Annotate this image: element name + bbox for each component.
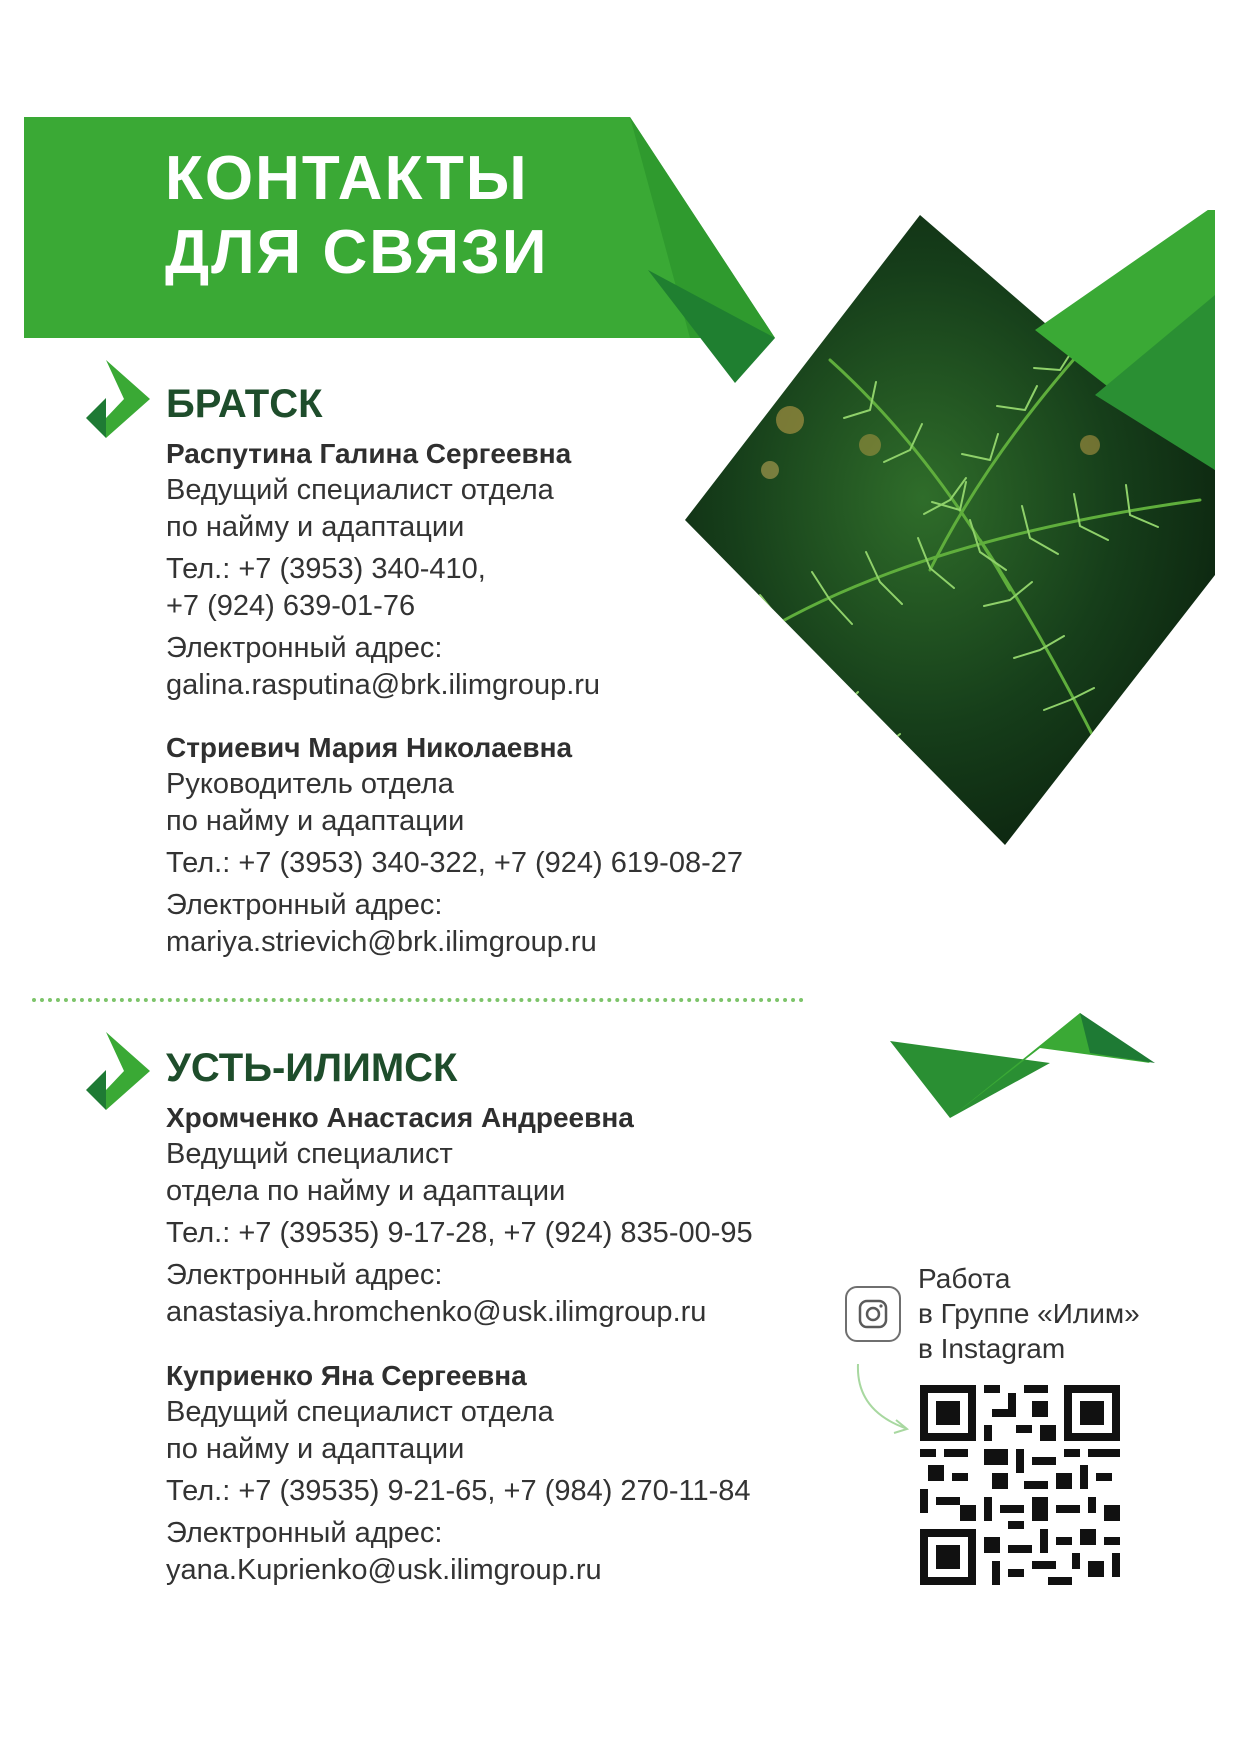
contact-position: по найму и адаптации xyxy=(166,805,465,837)
camera-icon xyxy=(847,1288,899,1340)
contact-card-strievich xyxy=(166,730,806,961)
contact-name: Куприенко Яна Сергеевна xyxy=(166,1360,527,1391)
section-title-ust-ilimsk: УСТЬ-ИЛИМСК xyxy=(166,1046,458,1090)
decorative-fold-shape xyxy=(890,1008,1160,1123)
instagram-caption-line-2: в Группе «Илим» xyxy=(918,1298,1140,1329)
contact-name: Хромченко Анастасия Андреевна xyxy=(166,1102,634,1133)
email-label: Электронный адрес: xyxy=(166,889,443,921)
email-label: Электронный адрес: xyxy=(166,1517,443,1549)
email-label: Электронный адрес: xyxy=(166,632,443,664)
contact-email[interactable]: yana.Kuprienko@usk.ilimgroup.ru xyxy=(166,1554,602,1586)
contact-phone: Тел.: +7 (39535) 9-17-28, +7 (924) 835-00-95 xyxy=(166,1217,753,1249)
email-label: Электронный адрес: xyxy=(166,1259,443,1291)
contact-name: Стриевич Мария Николаевна xyxy=(166,732,573,763)
instagram-caption-line-1: Работа xyxy=(918,1263,1011,1294)
section-arrow-icon xyxy=(86,1032,150,1110)
contact-position: по найму и адаптации xyxy=(166,511,465,543)
section-divider xyxy=(32,998,804,1002)
contact-email[interactable]: mariya.strievich@brk.ilimgroup.ru xyxy=(166,926,597,958)
contact-card-hromchenko xyxy=(166,1100,806,1331)
contact-card-kuprienko xyxy=(166,1358,806,1589)
contact-phone: +7 (924) 639-01-76 xyxy=(166,590,416,622)
contact-phone: Тел.: +7 (3953) 340-322, +7 (924) 619-08-27 xyxy=(166,847,743,879)
contact-position: Ведущий специалист отдела xyxy=(166,1396,554,1428)
contact-card-rasputina xyxy=(166,436,806,704)
contact-position: Ведущий специалист xyxy=(166,1138,453,1170)
contact-position: Ведущий специалист отдела xyxy=(166,474,554,506)
contact-position: Руководитель отдела xyxy=(166,768,454,800)
contact-phone: Тел.: +7 (39535) 9-21-65, +7 (984) 270-11-84 xyxy=(166,1475,751,1507)
section-arrow-icon xyxy=(86,360,150,438)
section-title-bratsk: БРАТСК xyxy=(166,382,323,426)
contact-email[interactable]: anastasiya.hromchenko@usk.ilimgroup.ru xyxy=(166,1296,707,1328)
contact-position: по найму и адаптации xyxy=(166,1433,465,1465)
instagram-caption-line-3: в Instagram xyxy=(918,1333,1066,1364)
page-title-line-1: КОНТАКТЫ xyxy=(165,144,529,213)
contact-email[interactable]: galina.rasputina@brk.ilimgroup.ru xyxy=(166,669,601,701)
page-title-line-2: ДЛЯ СВЯЗИ xyxy=(165,218,549,287)
instagram-icon[interactable] xyxy=(845,1286,901,1342)
qr-code[interactable] xyxy=(920,1385,1120,1585)
contact-position: отдела по найму и адаптации xyxy=(166,1175,566,1207)
contact-phone: Тел.: +7 (3953) 340-410, xyxy=(166,553,486,585)
contact-name: Распутина Галина Сергеевна xyxy=(166,438,572,469)
curved-arrow-icon xyxy=(850,1360,920,1440)
